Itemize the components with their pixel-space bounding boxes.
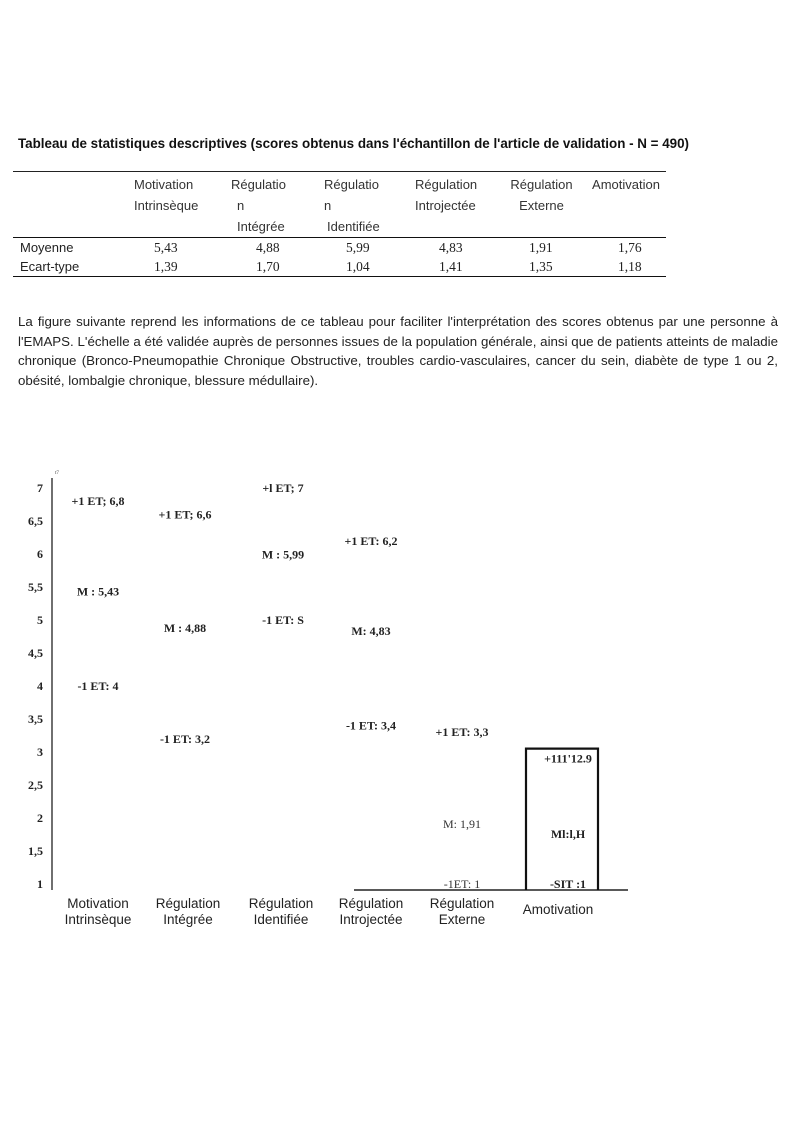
table-header-regulation-introjectee xyxy=(406,172,497,238)
score-annotation: +1 ET: 6,2 xyxy=(344,533,398,548)
score-annotation: +1 ET; 6,8 xyxy=(71,494,125,509)
y-tick-label: 3,5 xyxy=(28,712,43,726)
y-tick-label: 6 xyxy=(37,547,43,561)
table-header-line: Introjectée xyxy=(415,198,476,213)
row-label: Ecart-type xyxy=(20,259,80,274)
table-cell: 1,41 xyxy=(439,259,463,274)
y-tick-label: 7 xyxy=(37,481,43,495)
score-annotation: +1 ET; 6,6 xyxy=(158,507,212,522)
table-header-regulation-externe xyxy=(497,172,586,238)
intro-paragraph: La figure suivante reprend les informations de ce tableau pour faciliter l'interprétation des scores obtenus par une personne à l'EMAPS. L'échelle a été validée auprès de personnes issues de la population générale, ainsi que de patients atteints de maladie chronique (Bronco-Pneumopathie Chronique Obstructive, troubles cardio-vasculaires, cancer du sein, diabète de type 1 ou 2, obésité, lombalgie chronique, blessure médullaire). xyxy=(18,314,778,388)
table-header-row xyxy=(13,172,666,238)
y-tick-label: 2 xyxy=(37,811,43,825)
table-header-line: Régulatio xyxy=(324,177,379,192)
score-annotation: M : 5,99 xyxy=(261,547,305,562)
emaps-score-chart xyxy=(0,460,793,940)
score-annotation: -1 ET: 3,2 xyxy=(159,731,211,746)
table-cell: 1,18 xyxy=(618,259,642,274)
category-label: Introjectée xyxy=(339,912,403,927)
table-header-amotivation xyxy=(586,172,666,238)
table-cell: 5,99 xyxy=(346,240,370,255)
table-cell: 4,88 xyxy=(256,240,280,255)
table-header-line: Intrinsèque xyxy=(134,198,199,213)
category-label: Externe xyxy=(438,912,486,927)
y-tick-label: 1 xyxy=(37,877,43,891)
table-cell: 1,39 xyxy=(154,259,178,274)
category-label: Identifiée xyxy=(253,912,309,927)
table-cell: 1,76 xyxy=(618,240,642,255)
y-tick-label: 1,5 xyxy=(28,844,43,858)
category-label: Amotivation xyxy=(522,902,594,917)
table-header-line: Régulation xyxy=(510,177,573,192)
score-annotation: M: 1,91 xyxy=(442,816,482,831)
category-label: Régulation xyxy=(155,896,221,911)
table-header-regulation-identifiee xyxy=(315,172,406,238)
score-annotation: -1 ET: 3,4 xyxy=(345,718,397,733)
table-header-line: n xyxy=(237,198,245,213)
table-header-line: Identifiée xyxy=(327,219,380,234)
score-annotation: -SIT :1 xyxy=(549,877,587,891)
score-annotation: +111'12.9 xyxy=(544,751,592,766)
table-cell: 1,70 xyxy=(256,259,280,274)
score-annotation: M: 4,83 xyxy=(351,624,391,639)
y-tick-label: 2,5 xyxy=(28,778,43,792)
table-header-line: n xyxy=(324,198,332,213)
table-header-empty xyxy=(13,172,126,238)
table-cell: 1,04 xyxy=(346,259,370,274)
y-tick-label: 5 xyxy=(37,613,43,627)
score-annotation: -1 ET: 4 xyxy=(77,679,119,693)
y-tick-label: 5,5 xyxy=(28,580,43,594)
row-label: Moyenne xyxy=(20,240,74,255)
amotivation-highlight-box xyxy=(526,749,598,890)
score-annotation: Ml:l,H xyxy=(550,826,586,841)
y-tick-label: 4,5 xyxy=(28,646,43,660)
category-label: Intrinsèque xyxy=(64,912,132,927)
category-label: Régulation xyxy=(248,896,314,911)
table-header-line: Externe xyxy=(519,198,564,213)
category-label: Régulation xyxy=(429,896,495,911)
score-annotation: +1 ET: 3,3 xyxy=(435,725,489,740)
table-row-moyenne xyxy=(13,238,666,258)
table-header-line: Régulatio xyxy=(231,177,286,192)
table-header-line: Intégrée xyxy=(237,219,285,234)
score-annotation: M : 4,88 xyxy=(163,620,207,635)
table-cell: 4,83 xyxy=(439,240,463,255)
score-annotation: +l ET; 7 xyxy=(262,481,304,495)
table-header-motivation-intrinseque xyxy=(126,172,224,238)
score-annotation: -1 ET: S xyxy=(262,613,304,627)
table-cell: 5,43 xyxy=(154,240,178,255)
y-tick-label: 3 xyxy=(37,745,43,759)
score-annotation: M : 5,43 xyxy=(76,584,120,599)
category-label: Intégrée xyxy=(163,912,213,927)
statistics-table xyxy=(13,171,666,277)
table-header-line: Motivation xyxy=(134,177,194,192)
category-label: Régulation xyxy=(338,896,404,911)
score-annotation: -1ET: 1 xyxy=(443,877,481,891)
category-label: Motivation xyxy=(67,896,129,911)
y-axis-top-mark: t7 xyxy=(55,471,59,476)
table-header-line: Amotivation xyxy=(592,177,660,192)
table-header-line: Régulation xyxy=(415,177,478,192)
table-header-regulation-integree xyxy=(224,172,315,238)
table-title: Tableau de statistiques descriptives (scores obtenus dans l'échantillon de l'article de validation - N = 490) xyxy=(18,136,690,151)
table-row-ecart-type xyxy=(13,257,666,277)
y-tick-label: 6,5 xyxy=(28,514,43,528)
table-cell: 1,91 xyxy=(529,240,553,255)
y-tick-label: 4 xyxy=(37,679,43,693)
table-cell: 1,35 xyxy=(529,259,553,274)
